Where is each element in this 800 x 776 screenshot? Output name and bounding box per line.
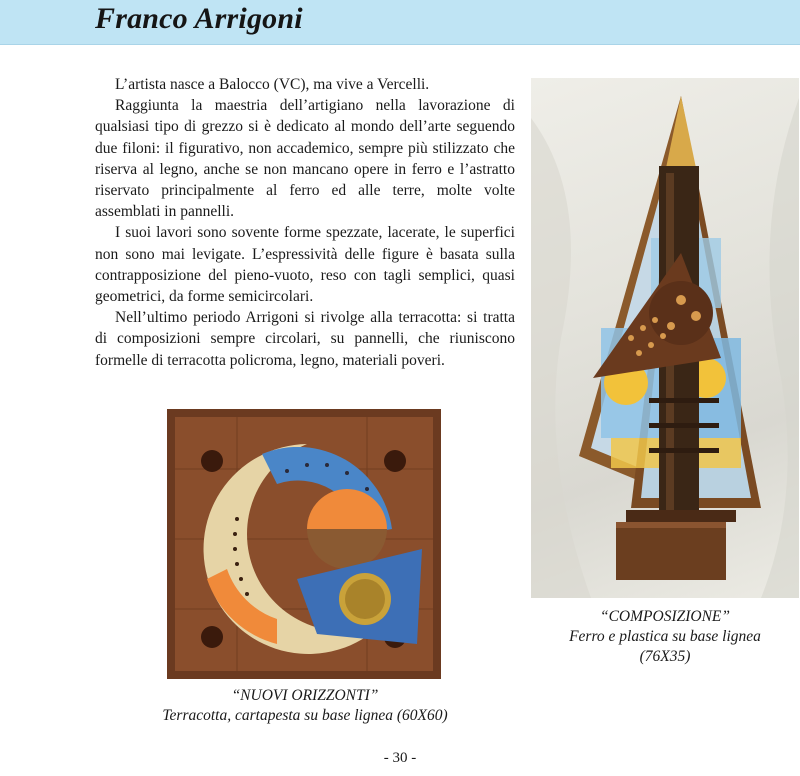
composizione-title: “COMPOSIZIONE” <box>599 608 731 625</box>
composizione-size: (76X35) <box>639 648 691 665</box>
composizione-medium: Ferro e plastica su base lignea <box>569 628 761 645</box>
page-number: - 30 - <box>383 750 417 766</box>
nuovi-orizzonti-artwork-image <box>167 409 441 679</box>
paragraph-1: L’artista nasce a Balocco (VC), ma vive a Vercelli. <box>115 76 430 93</box>
page-title: Franco Arrigoni <box>95 2 303 35</box>
nuovi-orizzonti-title: “NUOVI ORIZZONTI” <box>231 687 379 704</box>
nuovi-orizzonti-medium: Terracotta, cartapesta su base lignea (60X60) <box>162 707 448 724</box>
composizione-caption <box>531 607 799 667</box>
paragraph-3: I suoi lavori sono sovente forme spezzate, lacerate, le superfici non sono mai levigate. L’espressività delle figure è basata sulla contrapposizione del pieno-vuoto, reso con tagli semplici, quasi geometrici, da forme semicircolari. <box>95 224 515 306</box>
title-bar <box>0 0 800 45</box>
nuovi-orizzonti-caption <box>100 686 510 726</box>
paragraph-2: Raggiunta la maestria dell’artigiano nella lavorazione di qualsiasi tipo di grezzo si è dedicato al mondo dell’arte seguendo due filoni: il figurativo, non accademico, sempre più stilizzato che riserva al legno, anche se non mancano opere in ferro e l’astratto riservato principalmente al ferro ed alle terre, molte volte assemblati in pannelli. <box>95 97 515 221</box>
article-body <box>95 74 515 371</box>
nuovi-orizzonti-photo <box>167 409 441 679</box>
composizione-sculpture-image <box>531 78 799 598</box>
paragraph-4: Nell’ultimo periodo Arrigoni si rivolge alla terracotta: si tratta di composizioni sempre circolari, su pannelli, che riuniscono formelle di terracotta policroma, legno, materiali poveri. <box>95 309 515 369</box>
composizione-photo <box>531 78 799 598</box>
